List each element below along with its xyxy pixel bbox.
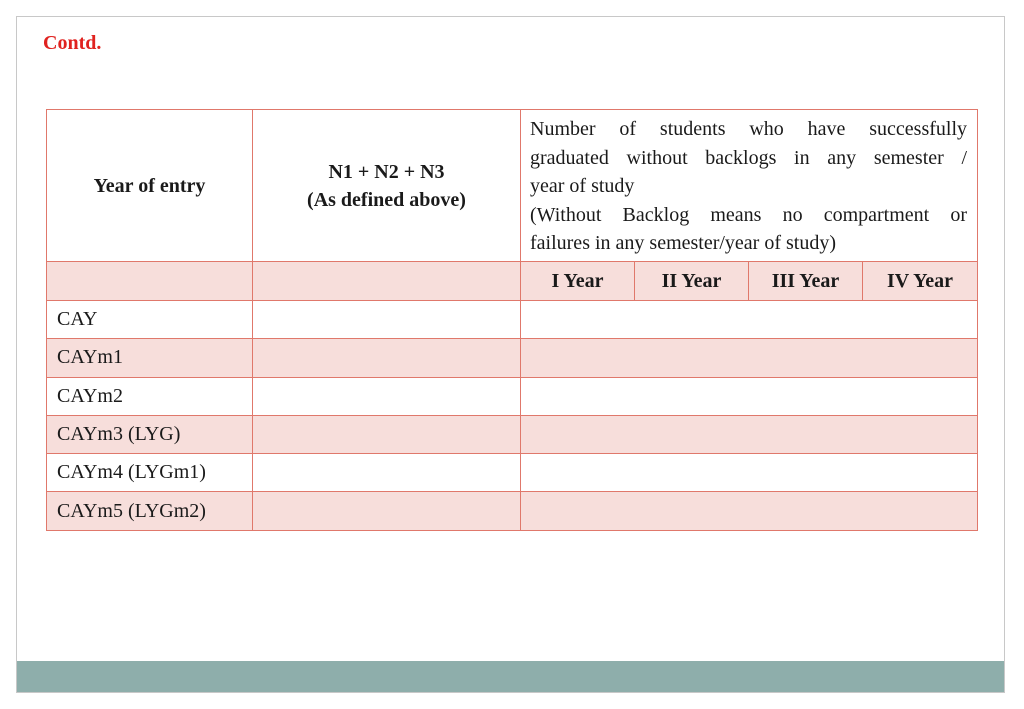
table-row: [47, 415, 978, 453]
year-col-1: I Year: [521, 262, 635, 301]
table-cell: [253, 415, 521, 453]
year-col-2: II Year: [635, 262, 749, 301]
table-row: [47, 301, 978, 339]
header-year-of-entry: Year of entry: [47, 110, 253, 262]
row-label: CAYm1: [47, 339, 253, 377]
table-row: [47, 454, 978, 492]
table-cell: [253, 339, 521, 377]
desc-line-5: failures in any semester/year of study): [530, 232, 837, 254]
table-cell: [253, 301, 521, 339]
year-col-4: IV Year: [863, 262, 978, 301]
desc-line-4: (Without Backlog means no compartment or: [530, 203, 968, 226]
table-cell: [521, 492, 978, 530]
year-subheader-row: [47, 262, 978, 301]
table-row: [47, 339, 978, 377]
table-cell: [253, 492, 521, 530]
table-row: [47, 377, 978, 415]
row-label: CAYm4 (LYGm1): [47, 454, 253, 492]
desc-line-2: graduated without backlogs in any semester /: [530, 146, 968, 169]
header-n1-n2-n3-formula: N1 + N2 + N3: [328, 160, 445, 183]
table-cell: [521, 454, 978, 492]
table-cell: [253, 377, 521, 415]
header-n1-n2-n3-note: (As defined above): [307, 188, 466, 211]
subheader-empty-cell: [253, 262, 521, 301]
row-label: CAYm5 (LYGm2): [47, 492, 253, 530]
header-n1-n2-n3: [253, 110, 521, 262]
header-graduates-description: [521, 110, 978, 262]
page-title: Contd.: [43, 32, 102, 54]
table-row: [47, 492, 978, 530]
row-label: CAY: [47, 301, 253, 339]
table-cell: [521, 301, 978, 339]
year-col-3: III Year: [749, 262, 863, 301]
table-cell: [253, 454, 521, 492]
header-row: [47, 110, 978, 262]
subheader-empty-cell: [47, 262, 253, 301]
row-label: CAYm2: [47, 377, 253, 415]
footer-bar: [17, 661, 1004, 692]
table-cell: [521, 339, 978, 377]
desc-line-1: Number of students who have successfully: [530, 118, 968, 140]
table-cell: [521, 415, 978, 453]
desc-line-3: year of study: [530, 175, 635, 197]
row-label: CAYm3 (LYG): [47, 415, 253, 453]
table-cell: [521, 377, 978, 415]
graduation-table: [46, 109, 978, 531]
